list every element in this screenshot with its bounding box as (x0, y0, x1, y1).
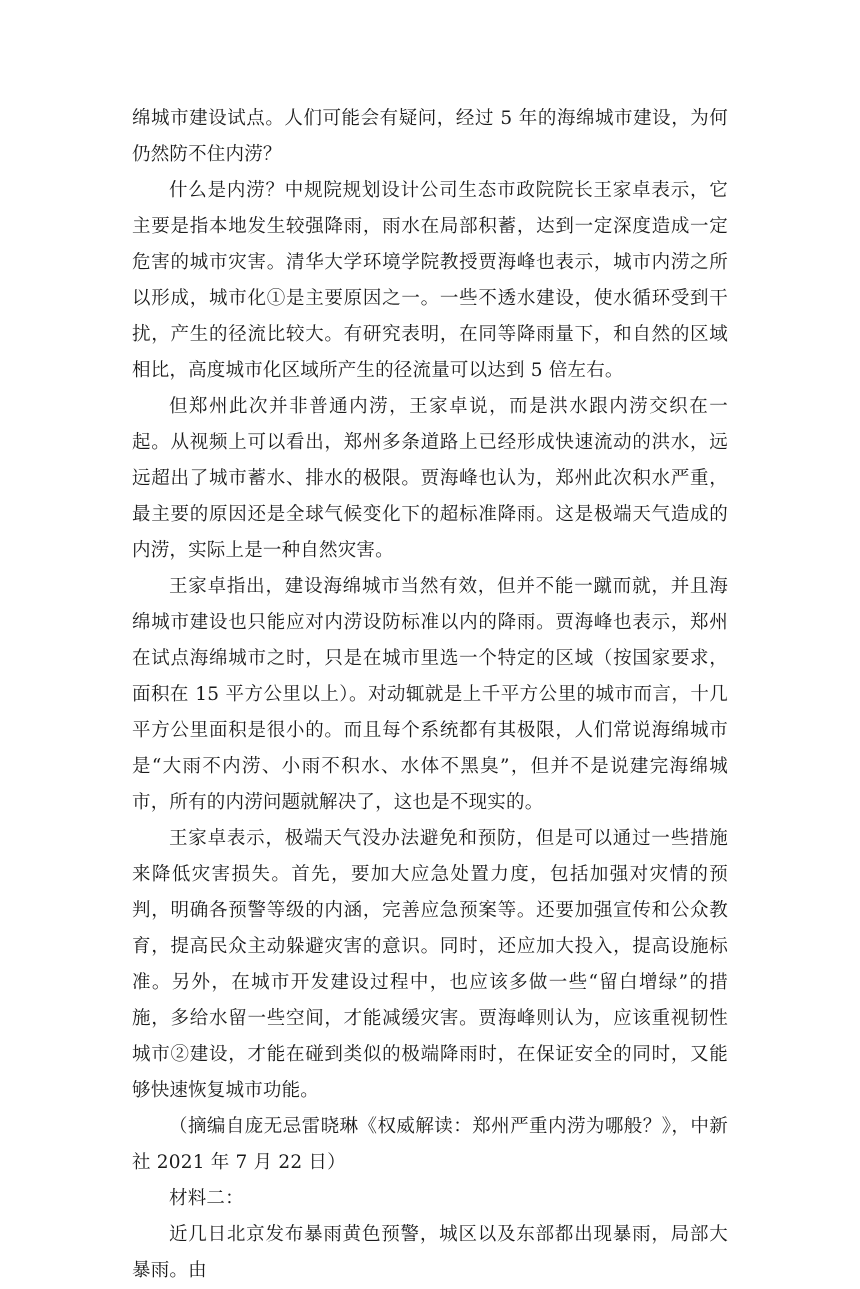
paragraph-measures: 王家卓表示，极端天气没办法避免和预防，但是可以通过一些措施来降低灾害损失。首先，要加大应急处置力度，包括加强对灾情的预判，明确各预警等级的内涵，完善应急预案等。还要加强宣传和公众教育，提高民众主动躲避灾害的意识。同时，还应加大投入，提高设施标准。另外，在城市开发建设过程中，也应该多做一些“留白增绿”的措施，多给水留一些空间，才能减缓灾害。贾海峰则认为，应该重视韧性城市②建设，才能在碰到类似的极端降雨时，在保证安全的同时，又能够快速恢复城市功能。 (132, 828, 728, 1101)
paragraph-definition: 什么是内涝？中规院规划设计公司生态市政院院长王家卓表示，它主要是指本地发生较强降雨，雨水在局部积蓄，达到一定深度造成一定危害的城市灾害。清华大学环境学院教授贾海峰也表示，城市内涝之所以形成，城市化①是主要原因之一。一些不透水建设，使水循环受到干扰，产生的径流比较大。有研究表明，在同等降雨量下，和自然的区域相比，高度城市化区域所产生的径流量可以达到 5 倍左右。 (132, 180, 728, 381)
paragraph-zhengzhou-flood: 但郑州此次并非普通内涝，王家卓说，而是洪水跟内涝交织在一起。从视频上可以看出，郑州多条道路上已经形成快速流动的洪水，远远超出了城市蓄水、排水的极限。贾海峰也认为，郑州此次积水严重，最主要的原因还是全球气候变化下的超标准降雨。这是极端天气造成的内涝，实际上是一种自然灾害。 (132, 396, 728, 561)
paragraph-continuation: 绵城市建设试点。人们可能会有疑问，经过 5 年的海绵城市建设，为何仍然防不住内涝？ (132, 108, 728, 165)
source-citation: （摘编自庞无忌雷晓琳《权威解读：郑州严重内涝为哪般？》，中新社 2021 年 7 月 22 日） (132, 1116, 728, 1173)
document-body (132, 101, 728, 1289)
section-heading-material-two: 材料二： (169, 1188, 244, 1209)
paragraph-beijing: 近几日北京发布暴雨黄色预警，城区以及东部都出现暴雨，局部大暴雨。由 (132, 1224, 728, 1281)
paragraph-sponge-city: 王家卓指出，建设海绵城市当然有效，但并不能一蹴而就，并且海绵城市建设也只能应对内涝设防标准以内的降雨。贾海峰也表示，郑州在试点海绵城市之时，只是在城市里选一个特定的区域（按国家要求，面积在 15 平方公里以上）。对动辄就是上千平方公里的城市而言，十几平方公里面积是很小的。而且每个系统都有其极限，人们常说海绵城市是“大雨不内涝、小雨不积水、水体不黑臭”，但并不是说建完海绵城市，所有的内涝问题就解决了，这也是不现实的。 (132, 576, 728, 813)
